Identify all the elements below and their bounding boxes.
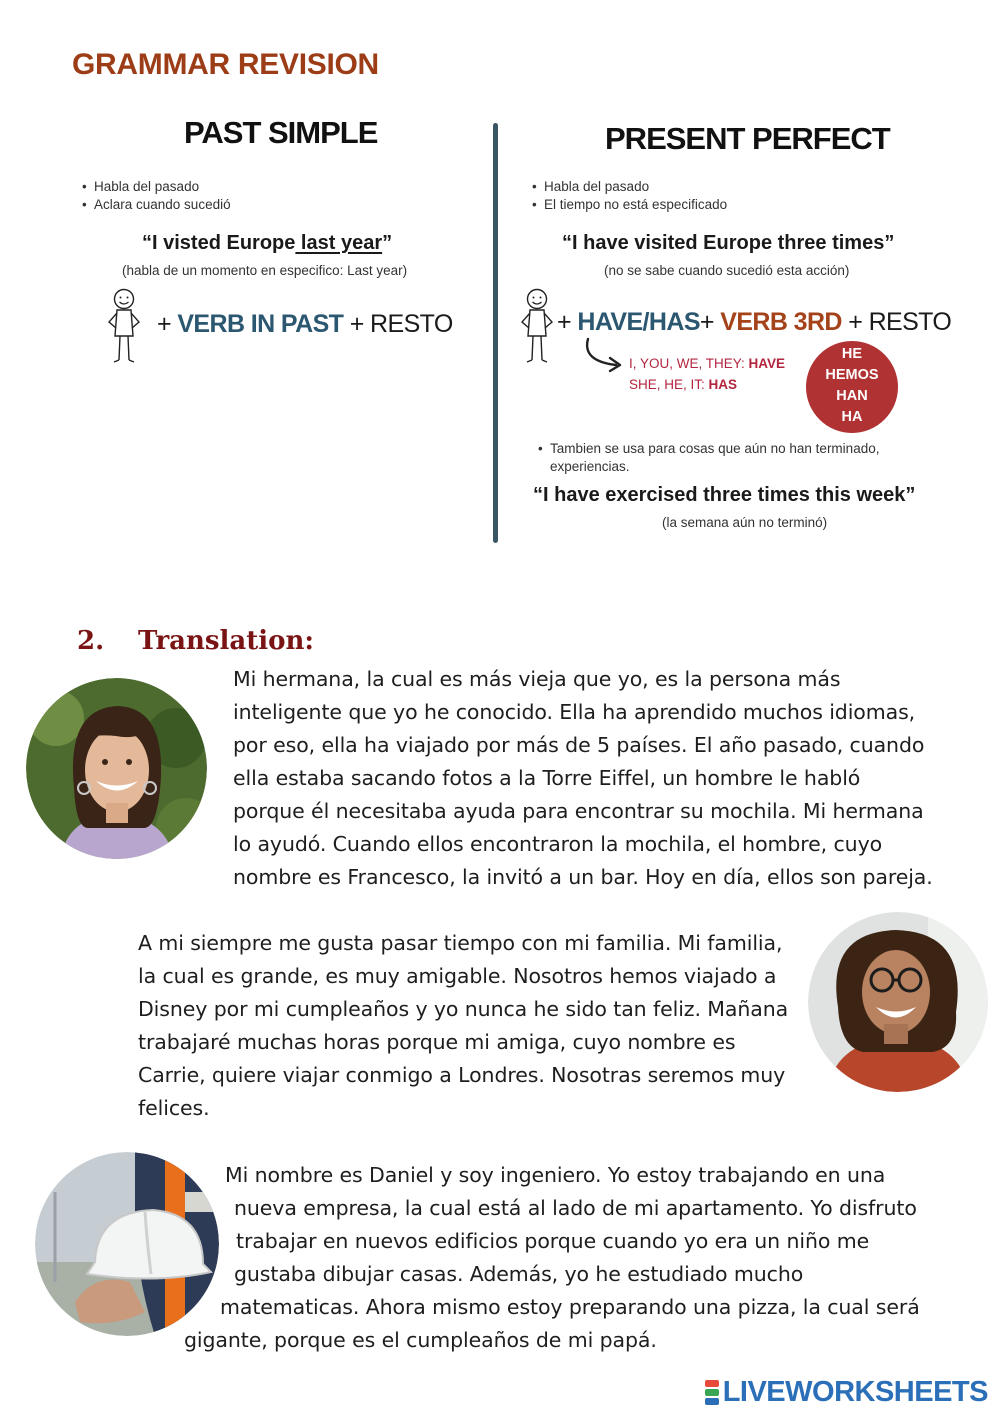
section-number: 2. xyxy=(77,626,105,656)
paragraph-line: Mi nombre es Daniel y soy ingeniero. Yo estoy trabajando en una xyxy=(225,1163,886,1187)
badge-line: HE xyxy=(841,346,863,362)
present-perfect-formula xyxy=(557,308,951,337)
present-perfect-example: “I have visited Europe three times” xyxy=(562,232,895,254)
present-perfect-extra-bullet xyxy=(538,440,879,476)
paragraph-line: la cual es grande, es muy amigable. Nosotros hemos viajado a xyxy=(138,964,777,988)
liveworksheets-logo xyxy=(705,1376,988,1409)
paragraph-line: Carrie, quiere viajar conmigo a Londres. Nosotras seremos muy xyxy=(138,1063,786,1087)
present-perfect-bullets xyxy=(532,178,727,214)
pronoun-has-line xyxy=(629,374,785,395)
paragraph-2 xyxy=(138,927,788,1125)
paragraph-3 xyxy=(184,1159,920,1357)
paragraph-line: nombre es Francesco, la invitó a un bar. Hoy en día, ellos son pareja. xyxy=(233,865,933,889)
pronoun-have-line xyxy=(629,353,785,374)
paragraph-line: porque él necesitaba ayuda para encontrar su mochila. Mi hermana xyxy=(233,799,924,823)
paragraph-line: Disney por mi cumpleaños y yo nunca he sido tan feliz. Mañana xyxy=(138,997,789,1021)
badge-line: HAN xyxy=(836,388,868,404)
badge-line: HEMOS xyxy=(825,367,879,383)
present-perfect-example-2: “I have exercised three times this week” xyxy=(533,484,916,506)
paragraph-line: nueva empresa, la cual está al lado de mi apartamento. Yo disfruto xyxy=(234,1196,917,1220)
example-underlined-text: last year xyxy=(295,232,383,254)
paragraph-line: trabajar en nuevos edificios porque cuando yo era un niño me xyxy=(236,1229,870,1253)
past-simple-formula xyxy=(157,310,453,339)
present-perfect-title: PRESENT PERFECT xyxy=(605,121,890,156)
bullet-continuation: experiencias. xyxy=(550,459,630,474)
column-divider xyxy=(493,123,498,543)
paragraph-1 xyxy=(233,663,933,894)
stick-figure-icon xyxy=(104,288,144,368)
logo-mark-icon xyxy=(705,1379,719,1406)
example-close-quote: ” xyxy=(382,232,393,254)
past-simple-example xyxy=(142,232,392,255)
paragraph-line: trabajaré muchas horas porque mi amiga, cuyo nombre es xyxy=(138,1030,736,1054)
plus-sign: + xyxy=(699,308,721,336)
bullet-item: • Habla del pasado xyxy=(532,178,727,196)
paragraph-line: ella estaba sacando fotos a la Torre Eiffel, un hombre le habló xyxy=(233,766,861,790)
pronoun-has-prefix: SHE, HE, IT: xyxy=(629,377,709,392)
bullet-item: • Habla del pasado xyxy=(82,178,231,196)
plus-sign: + xyxy=(157,310,178,338)
present-perfect-note: (no se sabe cuando sucedió esta acción) xyxy=(604,263,850,278)
pronoun-list xyxy=(629,353,785,395)
paragraph-line: por eso, ella ha viajado por más de 5 países. El año pasado, cuando xyxy=(233,733,925,757)
badge-line: HA xyxy=(841,409,863,425)
pronoun-have-prefix: I, YOU, WE, THEY: xyxy=(629,356,749,371)
past-simple-note: (habla de un momento en especifico: Last year) xyxy=(122,263,408,278)
bullet-item: • El tiempo no está especificado xyxy=(532,196,727,214)
present-perfect-note-2: (la semana aún no terminó) xyxy=(662,515,828,530)
paragraph-line: lo ayudó. Cuando ellos encontraron la mochila, el hombre, cuyo xyxy=(233,832,883,856)
stick-figure-icon xyxy=(517,288,557,368)
formula-rest: + RESTO xyxy=(343,310,453,338)
brand-text: LIVEWORKSHEETS xyxy=(722,1376,988,1408)
girl-portrait-photo xyxy=(808,912,988,1092)
past-simple-title: PAST SIMPLE xyxy=(184,115,378,150)
spanish-translation-badge xyxy=(806,341,898,433)
pronoun-have: HAVE xyxy=(748,356,786,371)
bullet-item: • Aclara cuando sucedió xyxy=(82,196,231,214)
curved-arrow-icon xyxy=(580,337,628,373)
paragraph-line: Mi hermana, la cual es más vieja que yo, es la persona más xyxy=(233,667,841,691)
paragraph-line: A mi siempre me gusta pasar tiempo con mi familia. Mi familia, xyxy=(138,931,783,955)
formula-have-has: HAVE/HAS xyxy=(577,308,700,336)
formula-verb: VERB IN PAST xyxy=(177,310,344,338)
formula-rest: + RESTO xyxy=(841,308,952,336)
pronoun-has: HAS xyxy=(708,377,738,392)
bullet-item: • Tambien se usa para cosas que aún no han terminado, xyxy=(538,440,879,458)
paragraph-line: matematicas. Ahora mismo estoy preparando una pizza, la cual será xyxy=(220,1295,920,1319)
example-text: “I visted Europe xyxy=(142,232,296,254)
paragraph-line: gigante, porque es el cumpleaños de mi papá. xyxy=(184,1328,657,1352)
paragraph-line: felices. xyxy=(138,1096,210,1120)
section-title: Translation: xyxy=(138,626,314,656)
page-title: GRAMMAR REVISION xyxy=(72,48,379,81)
woman-portrait-photo xyxy=(26,678,207,859)
plus-sign: + xyxy=(557,308,578,336)
paragraph-line: inteligente que yo he conocido. Ella ha aprendido muchos idiomas, xyxy=(233,700,916,724)
paragraph-line: gustaba dibujar casas. Además, yo he estudiado mucho xyxy=(234,1262,804,1286)
formula-verb: VERB 3RD xyxy=(720,308,842,336)
past-simple-bullets xyxy=(82,178,231,214)
